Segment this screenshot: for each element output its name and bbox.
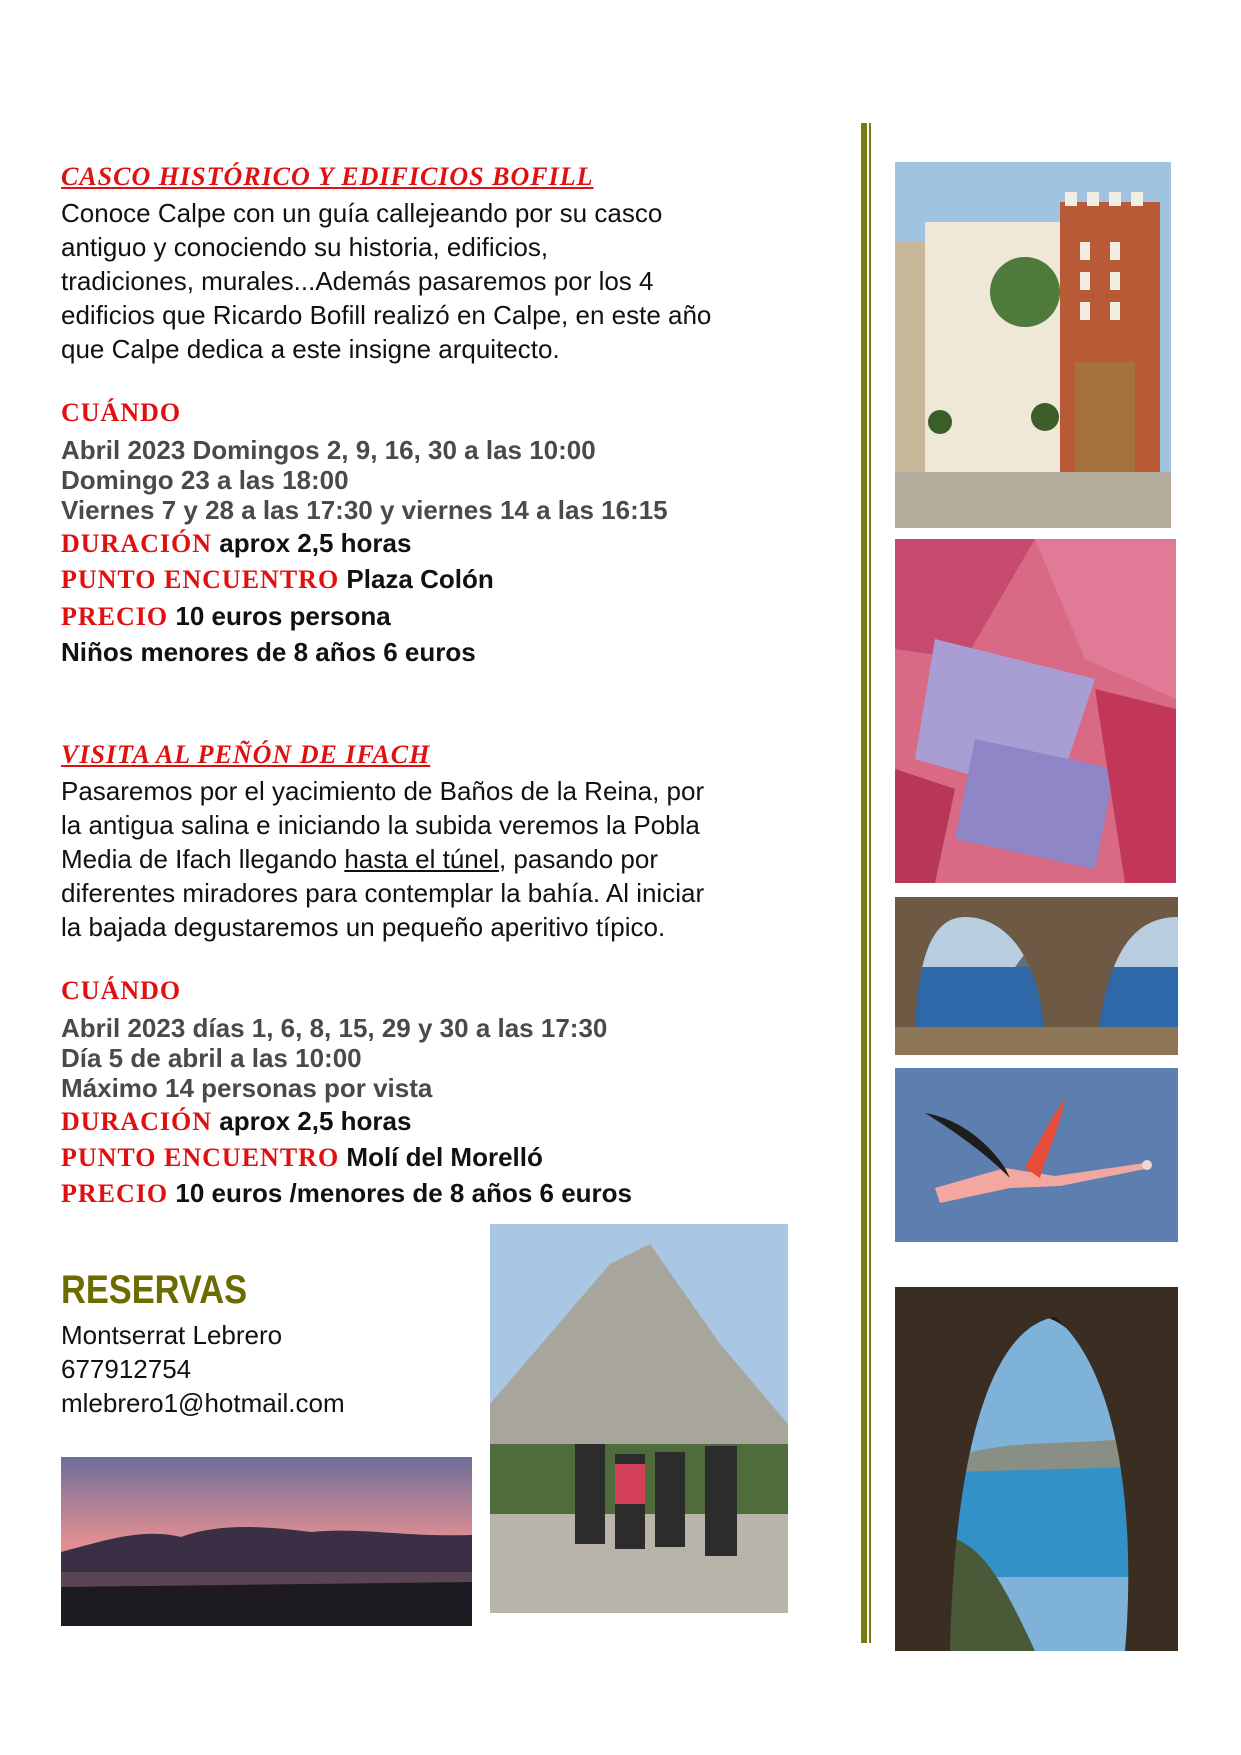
section1-desc-line: tradiciones, murales...Además pasaremos por los 4 bbox=[61, 266, 654, 296]
desc-text: Media de Ifach llegando bbox=[61, 844, 345, 874]
section1-children-note: Niños menores de 8 años 6 euros bbox=[61, 637, 476, 667]
section2-desc-line: diferentes miradores para contemplar la bahía. Al iniciar bbox=[61, 878, 705, 908]
section2-price bbox=[61, 1178, 632, 1209]
photo-cave-bay bbox=[895, 1287, 1178, 1651]
vertical-divider-thin bbox=[869, 123, 871, 1643]
price-value: 10 euros /menores de 8 años 6 euros bbox=[175, 1178, 632, 1208]
photo-red-wall bbox=[895, 539, 1176, 883]
contact-phone[interactable]: 677912754 bbox=[61, 1354, 192, 1384]
photo-arches-sea bbox=[895, 897, 1178, 1055]
reservas-title: RESERVAS bbox=[61, 1268, 248, 1312]
section2-meeting bbox=[61, 1142, 543, 1173]
photo-hikers-penon bbox=[490, 1224, 788, 1613]
section2-when-line: Máximo 14 personas por vista bbox=[61, 1073, 433, 1103]
duration-label: DURACIÓN bbox=[61, 1107, 212, 1136]
section1-desc-line: antiguo y conociendo su historia, edificios, bbox=[61, 232, 549, 262]
section1-when-line: Domingo 23 a las 18:00 bbox=[61, 465, 349, 495]
section1-when-line: Abril 2023 Domingos 2, 9, 16, 30 a las 10:00 bbox=[61, 435, 596, 465]
section1-desc-line: que Calpe dedica a este insigne arquitecto. bbox=[61, 334, 560, 364]
price-value: 10 euros persona bbox=[175, 601, 391, 631]
section1-when-line: Viernes 7 y 28 a las 17:30 y viernes 14 a las 16:15 bbox=[61, 495, 668, 525]
contact-name: Montserrat Lebrero bbox=[61, 1320, 283, 1350]
section1-when-label: CUÁNDO bbox=[61, 398, 182, 427]
photo-sunset-calpe bbox=[61, 1457, 472, 1626]
price-label: PRECIO bbox=[61, 1179, 169, 1208]
section2-duration bbox=[61, 1106, 411, 1137]
meeting-label: PUNTO ENCUENTRO bbox=[61, 1143, 340, 1172]
section2-description bbox=[61, 774, 841, 944]
section2-desc-line: la antigua salina e iniciando la subida veremos la Pobla bbox=[61, 810, 700, 840]
section2-when-line: Día 5 de abril a las 10:00 bbox=[61, 1043, 362, 1073]
reservas-contact bbox=[61, 1318, 345, 1420]
section2-desc-line: la bajada degustaremos un pequeño aperitivo típico. bbox=[61, 912, 666, 942]
tunnel-link[interactable]: hasta el túnel bbox=[344, 844, 499, 874]
section2-desc-line: Pasaremos por el yacimiento de Baños de la Reina, por bbox=[61, 776, 705, 806]
photo-flamingo bbox=[895, 1068, 1178, 1242]
duration-label: DURACIÓN bbox=[61, 529, 212, 558]
section1-meeting bbox=[61, 564, 494, 595]
section1-desc-line: Conoce Calpe con un guía callejeando por su casco bbox=[61, 198, 663, 228]
meeting-label: PUNTO ENCUENTRO bbox=[61, 565, 340, 594]
section1-desc-line: edificios que Ricardo Bofill realizó en Calpe, en este año bbox=[61, 300, 712, 330]
vertical-divider bbox=[861, 123, 867, 1643]
price-label: PRECIO bbox=[61, 602, 169, 631]
photo-historic-building bbox=[895, 162, 1171, 528]
meeting-value: Molí del Morelló bbox=[346, 1142, 543, 1172]
desc-text: , pasando por bbox=[498, 844, 658, 874]
meeting-value: Plaza Colón bbox=[346, 564, 494, 594]
contact-email[interactable]: mlebrero1@hotmail.com bbox=[61, 1388, 345, 1418]
section2-desc-line bbox=[61, 842, 841, 876]
section1-price bbox=[61, 601, 391, 632]
section2-title: VISITA AL PEÑÓN DE IFACH bbox=[61, 740, 431, 769]
duration-value: aprox 2,5 horas bbox=[219, 1106, 412, 1136]
section2-when-line: Abril 2023 días 1, 6, 8, 15, 29 y 30 a las 17:30 bbox=[61, 1013, 608, 1043]
section2-when-label: CUÁNDO bbox=[61, 976, 182, 1005]
duration-value: aprox 2,5 horas bbox=[219, 528, 412, 558]
section1-title: CASCO HISTÓRICO Y EDIFICIOS BOFILL bbox=[61, 162, 594, 191]
section1-description bbox=[61, 196, 821, 366]
section1-duration bbox=[61, 528, 411, 559]
